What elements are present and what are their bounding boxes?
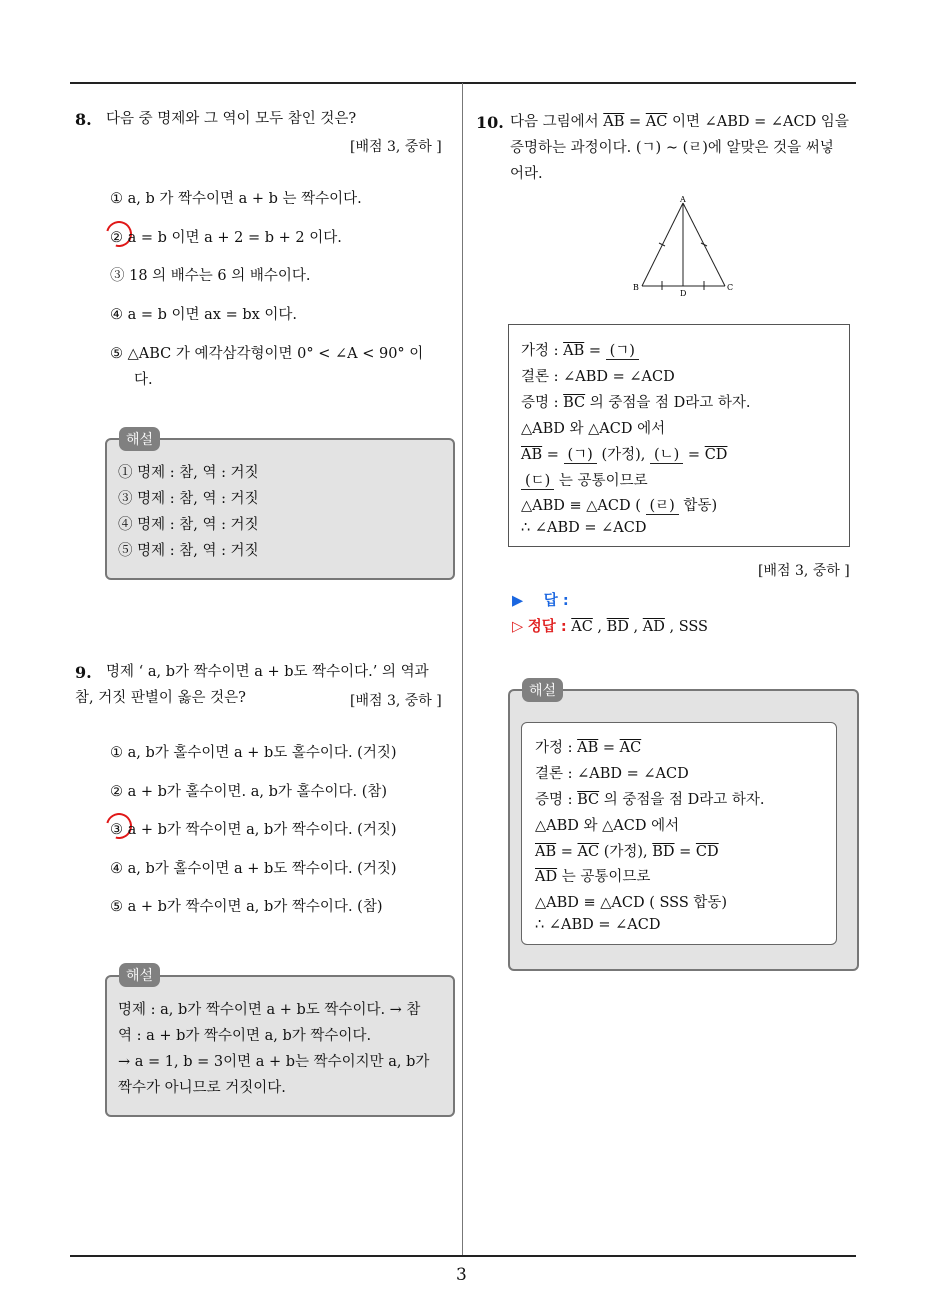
sol-line-5: $\overline{AB} = \overline{AC}$ (가정), $\overline{BD} = \overline{CD}$ [535, 844, 719, 860]
answer-arrow-icon: ▶ [512, 593, 524, 609]
q8-score: [배점 3, 중하 ] [350, 139, 442, 155]
blank-g1[interactable]: (ㄱ) [606, 343, 639, 360]
vertex-label-d: D [680, 289, 687, 298]
q9-option-4[interactable]: ④ a, b가 홀수이면 a + b도 짝수이다. (거짓) [110, 861, 397, 877]
blank-g2[interactable]: (ㄴ) [650, 447, 683, 464]
q8-option-5[interactable]: ⑤ △ABC 가 예각삼각형이면 0° < ∠A < 90° 이 [110, 346, 424, 362]
proof-line-1: 가정 : $\overline{AB}$ = (ㄱ) [521, 339, 639, 360]
q9-option-1[interactable]: ① a, b가 홀수이면 a + b도 홀수이다. (거짓) [110, 745, 397, 761]
proof-line-5: $\overline{AB}$ = (ㄱ) (가정), (ㄴ) = $\overline{CD}$ [521, 447, 728, 463]
page-number: 3 [456, 1265, 467, 1285]
q10-text-1: 다음 그림에서 $\overline{AB} = \overline{AC}$ 이면 ∠ABD = ∠ACD 임을 [510, 114, 849, 130]
q8-number: 8. [75, 110, 92, 129]
q9-solution-line: 명제 : a, b가 짝수이면 a + b도 짝수이다. → 참 [118, 1002, 421, 1018]
sol-line-7: △ABD ≡ △ACD ( SSS 합동) [535, 895, 728, 911]
sol-line-1: 가정 : $\overline{AB} = \overline{AC}$ [535, 740, 642, 756]
q8-solution-line: ③ 명제 : 참, 역 : 거짓 [118, 491, 259, 507]
column-divider [462, 83, 463, 1256]
vertex-label-a: A [680, 195, 686, 204]
q9-text-2: 참, 거짓 판별이 옳은 것은? [75, 690, 246, 706]
blank-g1-repeat[interactable]: (ㄱ) [564, 447, 597, 464]
correct-label: 정답 : [527, 619, 567, 635]
q9-option-5[interactable]: ⑤ a + b가 짝수이면 a, b가 짝수이다. (참) [110, 899, 383, 915]
vertex-label-c: C [727, 283, 734, 292]
proof-line-8: ∴ ∠ABD = ∠ACD [521, 520, 647, 536]
q8-option-1[interactable]: ① a, b 가 짝수이면 a + b 는 짝수이다. [110, 191, 362, 207]
proof-line-6: (ㄷ) 는 공통이므로 [521, 469, 648, 490]
answer-label: 답 : [543, 593, 569, 609]
q10-text-3: 어라. [510, 166, 543, 182]
q9-solution-tag: 해설 [119, 963, 160, 987]
q8-solution-line: ④ 명제 : 참, 역 : 거짓 [118, 517, 259, 533]
q10-solution-tag: 해설 [522, 678, 563, 702]
q8-option-3[interactable]: ③ 18 의 배수는 6 의 배수이다. [110, 268, 311, 284]
q9-solution-line: → a = 1, b = 3이면 a + b는 짝수이지만 a, b가 [118, 1054, 430, 1070]
blank-g4[interactable]: (ㄹ) [646, 498, 679, 515]
q9-solution-line: 역 : a + b가 짝수이면 a, b가 짝수이다. [118, 1028, 372, 1044]
proof-line-7: △ABD ≡ △ACD ( (ㄹ) 합동) [521, 498, 718, 514]
q9-number: 9. [75, 663, 92, 682]
proof-line-2: 결론 : ∠ABD = ∠ACD [521, 369, 675, 385]
sol-line-8: ∴ ∠ABD = ∠ACD [535, 917, 661, 933]
q9-option-3[interactable]: ③ a + b가 짝수이면 a, b가 짝수이다. (거짓) [110, 822, 397, 838]
proof-line-3: 증명 : $\overline{BC}$ 의 중점을 점 D라고 하자. [521, 395, 751, 411]
answer-row [512, 589, 569, 610]
q10-text-2: 증명하는 과정이다. (ㄱ) ∼ (ㄹ)에 알맞은 것을 써넣 [510, 140, 834, 156]
q8-option-2[interactable]: ② a = b 이면 a + 2 = b + 2 이다. [110, 230, 342, 246]
correct-answer-row: ▷ 정답 : $\overline{AC}$ , $\overline{BD}$ , $\overline{AD}$ , SSS [512, 619, 708, 635]
q8-solution-line: ① 명제 : 참, 역 : 거짓 [118, 465, 259, 481]
sol-line-6: $\overline{AD}$ 는 공통이므로 [535, 869, 651, 885]
q8-option-4[interactable]: ④ a = b 이면 ax = bx 이다. [110, 307, 298, 323]
top-rule [70, 82, 856, 84]
q8-solution-line: ⑤ 명제 : 참, 역 : 거짓 [118, 543, 259, 559]
q8-option-5-cont: 다. [134, 372, 153, 388]
proof-line-4: △ABD 와 △ACD 에서 [521, 421, 666, 437]
correct-arrow-icon: ▷ [512, 619, 524, 635]
q10-number: 10. [476, 113, 504, 132]
triangle-figure [630, 193, 740, 298]
sol-line-3: 증명 : $\overline{BC}$ 의 중점을 점 D라고 하자. [535, 792, 765, 808]
sol-line-2: 결론 : ∠ABD = ∠ACD [535, 766, 689, 782]
q9-option-2[interactable]: ② a + b가 홀수이면. a, b가 홀수이다. (참) [110, 784, 388, 800]
bottom-rule [70, 1255, 856, 1257]
q8-solution-tag: 해설 [119, 427, 160, 451]
q9-score: [배점 3, 중하 ] [350, 693, 442, 709]
vertex-label-b: B [633, 283, 639, 292]
sol-line-4: △ABD 와 △ACD 에서 [535, 818, 680, 834]
q9-solution-line: 짝수가 아니므로 거짓이다. [118, 1080, 286, 1096]
q8-text: 다음 중 명제와 그 역이 모두 참인 것은? [106, 111, 357, 127]
q10-score: [배점 3, 중하 ] [758, 563, 850, 579]
blank-g3[interactable]: (ㄷ) [521, 473, 554, 490]
q9-text-1: 명제 ‘ a, b가 짝수이면 a + b도 짝수이다.’ 의 역과 [106, 664, 429, 680]
